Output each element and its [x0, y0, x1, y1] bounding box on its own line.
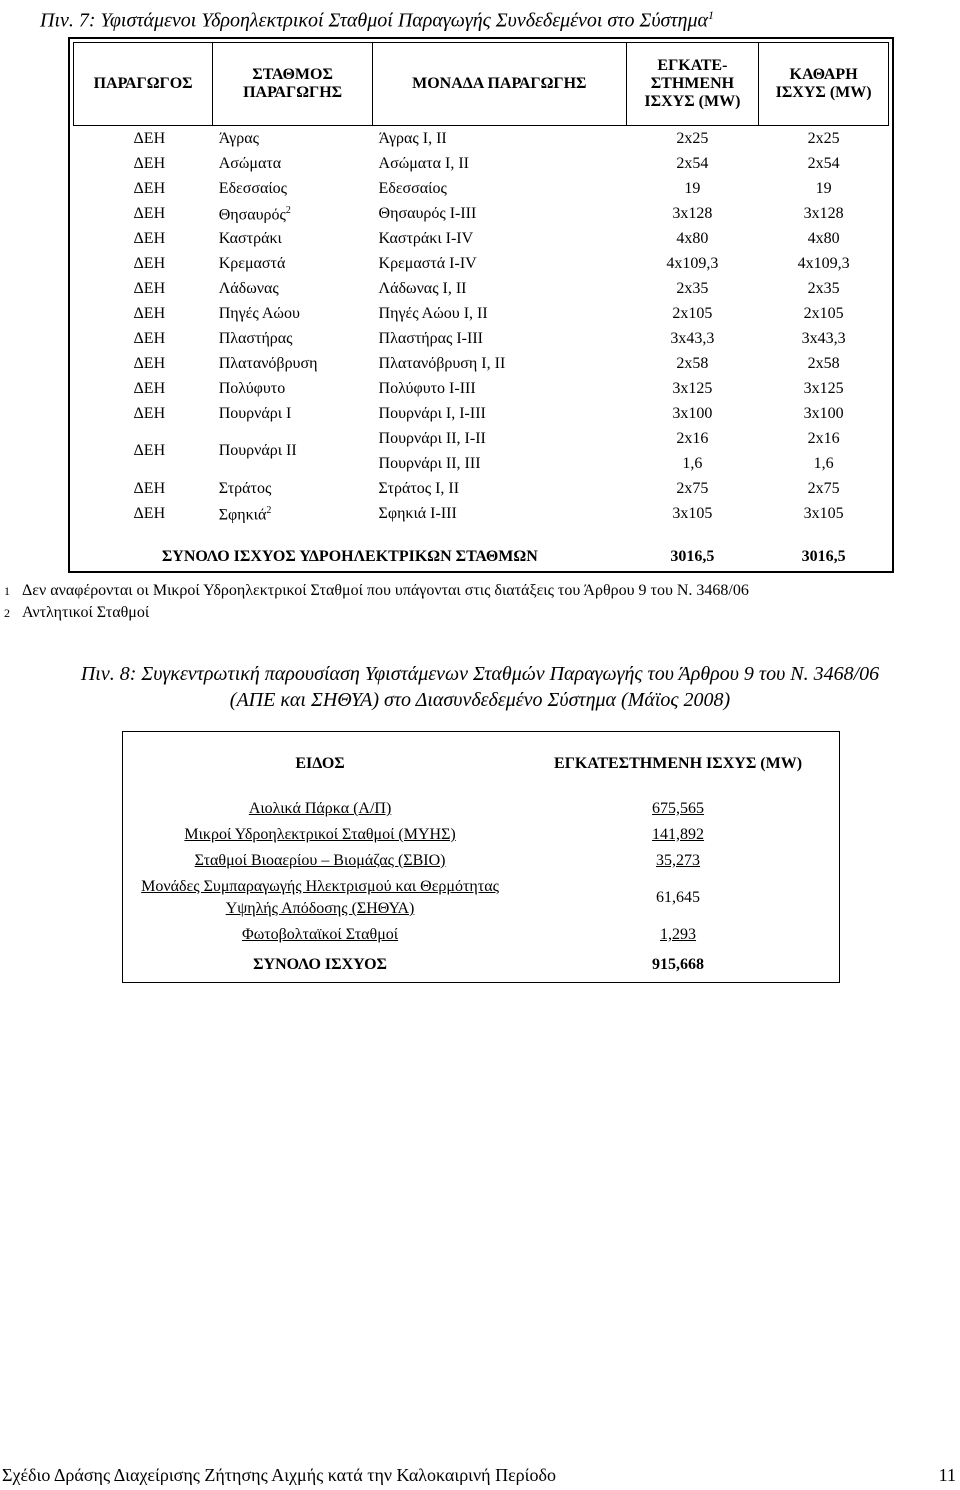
table-row: ΔΕΗ Πηγές Αώου Πηγές Αώου Ι, ΙΙ 2x105 2x105 [133, 304, 844, 322]
footer-title: Σχέδιο Δράσης Διαχείρισης Ζήτησης Αιχμής κατά την Καλοκαιρινή Περίοδο [2, 1465, 556, 1485]
col-header-station: ΣΤΑΘΜΟΣ ΠΑΡΑΓΩΓΗΣ [213, 43, 373, 126]
col-header-installed: ΕΓΚΑΤΕ-ΣΤΗΜΕΝΗ ΙΣΧΥΣ (MW) [626, 43, 759, 126]
table-8-caption-line1: Πιν. 8: Συγκεντρωτική παρουσίαση Υφιστάμενων Σταθμών Παραγωγής του Άρθρου 9 του Ν. 3468/06 [80, 663, 880, 685]
table-row: ΔΕΗ Ασώματα Ασώματα Ι, ΙΙ 2x54 2x54 [133, 154, 840, 172]
table-row: ΔΕΗ Σφηκιά$^2$ Σφηκιά Ι-ΙΙΙ 3x105 3x105 [133, 504, 844, 524]
page-number: 11 [938, 1465, 956, 1485]
table-row: ΔΕΗ Άγρας Άγρας Ι, ΙΙ 2x25 2x25 [133, 129, 840, 147]
table-row: ΔΕΗ Λάδωνας Λάδωνας Ι, ΙΙ 2x35 2x35 [133, 279, 840, 297]
footnote-1: 1 Δεν αναφέρονται οι Μικροί Υδροηλεκτρικοί Σταθμοί που υπάγονται στις διατάξεις του Άρθρου 9 του Ν. 3468/06 [4, 582, 749, 599]
table-8-caption-line2: (ΑΠΕ και ΣΗΘΥΑ) στο Διασυνδεδεμένο Σύστημα (Μάϊος 2008) [229, 689, 731, 711]
table-row: ΔΕΗ Πουρνάρι Ι Πουρνάρι Ι, Ι-ΙΙΙ 3x100 3x100 [133, 404, 844, 422]
table-row: ΔΕΗ Κρεμαστά Κρεμαστά Ι-ΙV 4x109,3 4x109,3 [133, 254, 850, 272]
table-header-row [123, 732, 840, 797]
page-footer [2, 1465, 956, 1486]
table-7-caption: Πιν. 7: Υφιστάμενοι Υδροηλεκτρικοί Σταθμοί Παραγωγής Συνδεδεμένοι στο Σύστημα$^1$ [40, 8, 714, 32]
table-row: Πουρνάρι ΙΙ, ΙΙΙ 1,6 1,6 [378, 454, 834, 472]
table-row: Μονάδες Συμπαραγωγής Ηλεκτρισμού και Θερμότητας Υψηλής Απόδοσης (ΣΗΘΥΑ) 61,645 [141, 878, 701, 917]
table-row: ΔΕΗ Στράτος Στράτος Ι, ΙΙ 2x75 2x75 [133, 479, 840, 497]
table-row: ΔΕΗ Πλατανόβρυση Πλατανόβρυση Ι, ΙΙ 2x58 2x58 [133, 354, 840, 372]
table-row: Σταθμοί Βιοαερίου – Βιομάζας (ΣΒΙΟ) 35,273 [194, 852, 701, 869]
col-header-installed: ΕΓΚΑΤΕΣΤΗΜΕΝΗ ΙΣΧΥΣ (MW) [554, 755, 803, 772]
res-stations-table [122, 731, 840, 983]
table-row: ΔΕΗ Πλαστήρας Πλαστήρας Ι-ΙΙΙ 3x43,3 3x43,3 [133, 329, 846, 347]
table-row: ΔΕΗ Θησαυρός$^2$ Θησαυρός Ι-ΙΙΙ 3x128 3x128 [133, 204, 844, 224]
footnote-2: 2 Αντλητικοί Σταθμοί [4, 604, 150, 621]
col-header-type: ΕΙΔΟΣ [295, 755, 345, 772]
col-header-net: ΚΑΘΑΡΗ ΙΣΧΥΣ (MW) [759, 43, 889, 126]
table-row: ΔΕΗ Καστράκι Καστράκι Ι-ΙV 4x80 4x80 [133, 229, 840, 247]
table-row: Αιολικά Πάρκα (Α/Π) 675,565 [248, 800, 705, 817]
table-row: ΔΕΗ Εδεσσαίος Εδεσσαίος 19 19 [133, 179, 832, 197]
col-header-unit: ΜΟΝΑΔΑ ΠΑΡΑΓΩΓΗΣ [373, 43, 627, 126]
table-header-row [74, 43, 889, 126]
col-header-producer: ΠΑΡΑΓΩΓΟΣ [74, 43, 213, 126]
total-row: ΣΥΝΟΛΟ ΙΣΧΥΟΣ ΥΔΡΟΗΛΕΚΤΡΙΚΩΝ ΣΤΑΘΜΩΝ 3016,5 3016,5 [161, 548, 846, 565]
total-row: ΣΥΝΟΛΟ ΙΣΧΥΟΣ 915,668 [253, 956, 705, 973]
table-row: Μικροί Υδροηλεκτρικοί Σταθμοί (ΜΥΗΣ) 141,892 [184, 826, 705, 843]
table-row: ΔΕΗ Πολύφυτο Πολύφυτο Ι-ΙΙΙ 3x125 3x125 [133, 379, 844, 397]
table-row: Φωτοβολταϊκοί Σταθμοί 1,293 [242, 926, 697, 943]
hydro-stations-table [73, 42, 889, 568]
table-row: ΔΕΗ Πουρνάρι ΙΙ Πουρνάρι ΙΙ, Ι-ΙΙ 2x16 2x16 [133, 429, 840, 459]
